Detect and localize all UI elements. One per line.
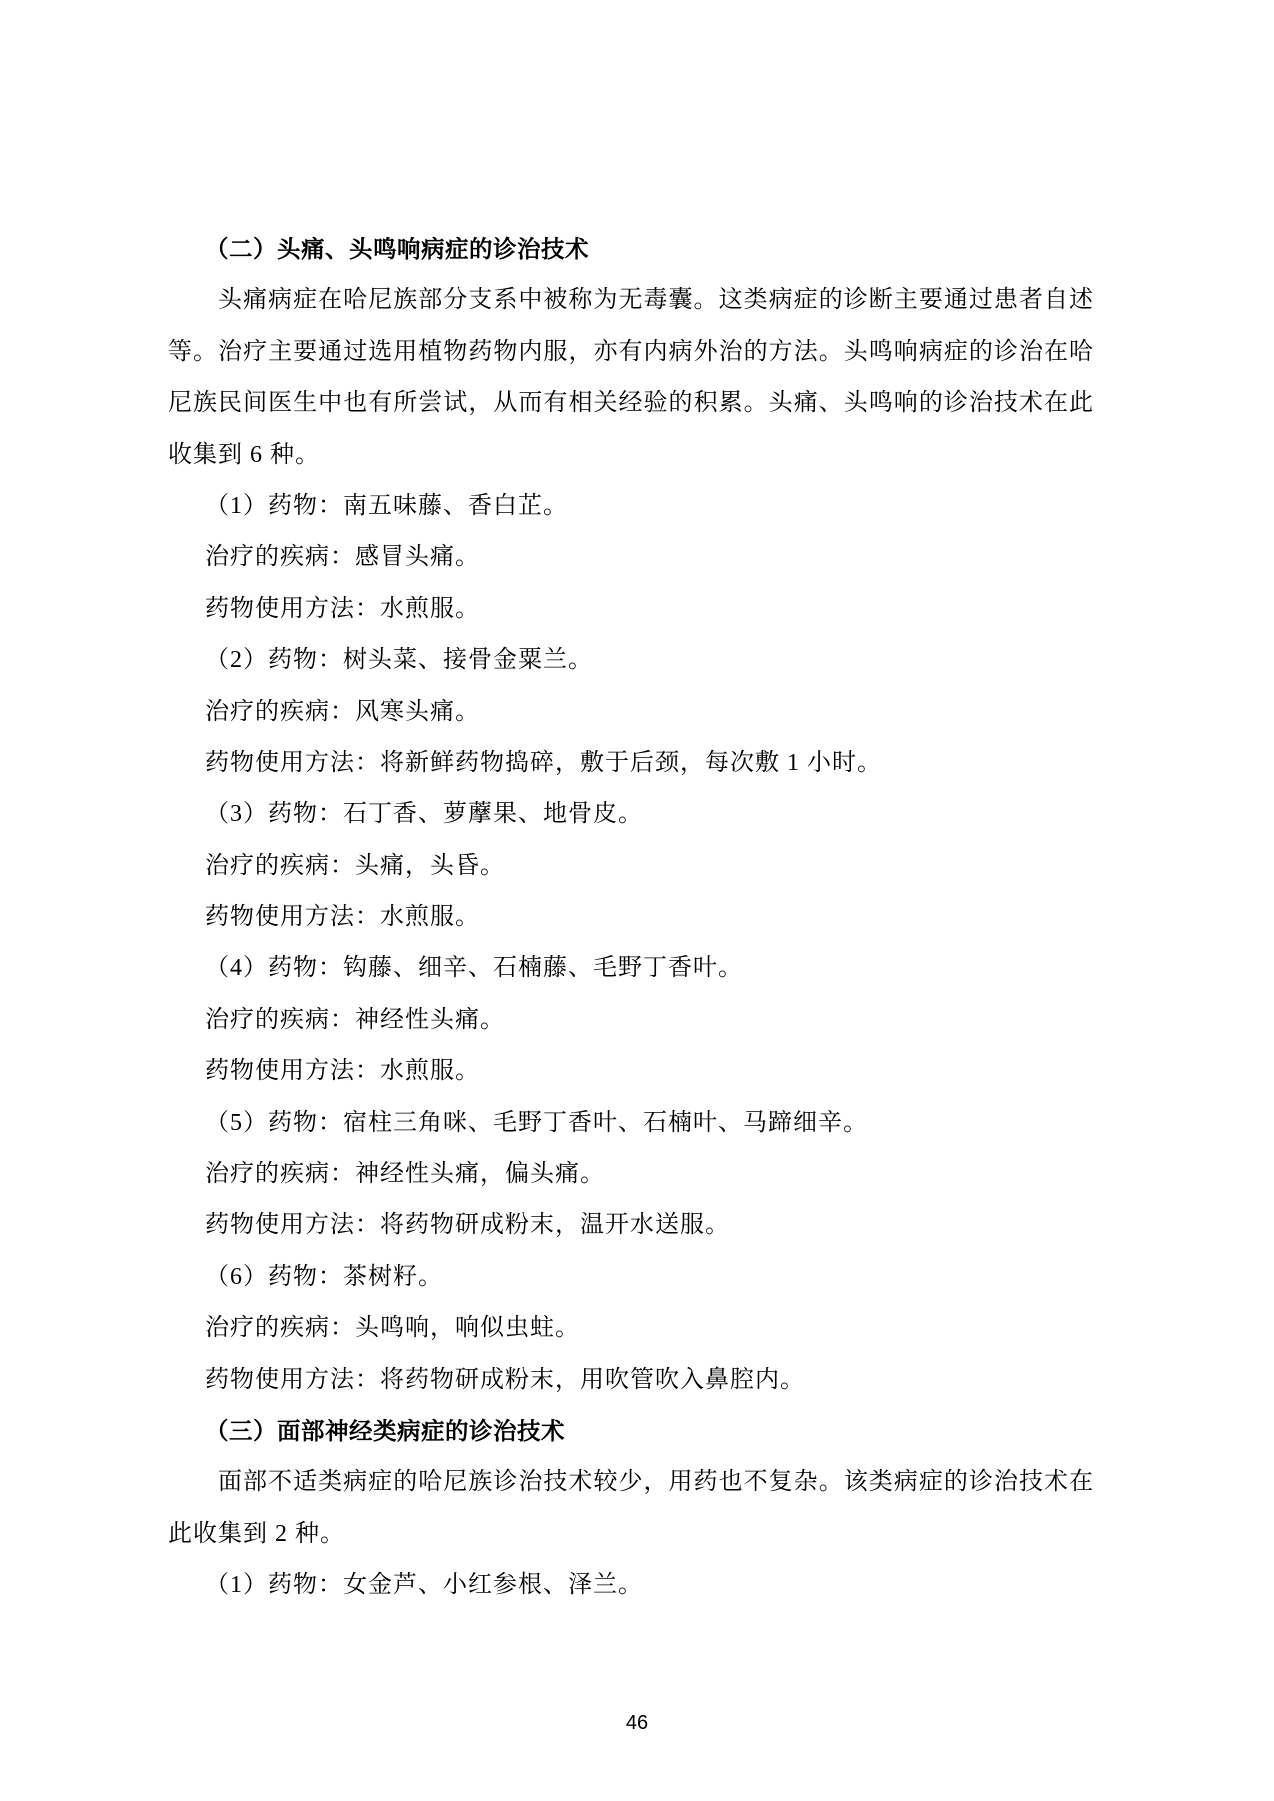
text-line: 药物使用方法：将药物研成粉末，用吹管吹入鼻腔内。 — [205, 1366, 805, 1393]
text-line: 治疗的疾病：神经性头痛，偏头痛。 — [205, 1161, 605, 1188]
text-line: 药物使用方法：水煎服。 — [205, 1058, 480, 1085]
text-line: （2）药物：树头菜、接骨金粟兰。 — [205, 647, 593, 674]
text-line: 药物使用方法：水煎服。 — [205, 595, 480, 622]
text-line: 尼族民间医生中也有所尝试，从而有相关经验的积累。头痛、头鸣响的诊治技术在此 — [168, 390, 1094, 417]
text-line: 治疗的疾病：神经性头痛。 — [205, 1006, 505, 1033]
text-line: （5）药物：宿柱三角咪、毛野丁香叶、石楠叶、马蹄细辛。 — [205, 1109, 868, 1136]
text-line: （1）药物：女金芦、小红参根、泽兰。 — [205, 1572, 643, 1599]
text-line: （1）药物：南五味藤、香白芷。 — [205, 492, 568, 519]
text-line: 药物使用方法：将新鲜药物捣碎，敷于后颈，每次敷 1 小时。 — [205, 749, 882, 776]
text-line: 治疗的疾病：头鸣响，响似虫蛀。 — [205, 1315, 580, 1342]
text-line: 治疗的疾病：风寒头痛。 — [205, 698, 480, 725]
section-heading: （二）头痛、头鸣响病症的诊治技术 — [205, 236, 589, 262]
text-line: 此收集到 2 种。 — [168, 1520, 345, 1547]
text-line: 头痛病症在哈尼族部分支系中被称为无毒囊。这类病症的诊断主要通过患者自述 — [218, 287, 1094, 314]
page-number: 46 — [625, 1712, 649, 1734]
text-line: 药物使用方法：水煎服。 — [205, 904, 480, 931]
text-line: 治疗的疾病：感冒头痛。 — [205, 544, 480, 571]
text-line: （4）药物：钩藤、细辛、石楠藤、毛野丁香叶。 — [205, 955, 743, 982]
text-line: 等。治疗主要通过选用植物药物内服，亦有内病外治的方法。头鸣响病症的诊治在哈 — [168, 338, 1094, 365]
section-heading: （三）面部神经类病症的诊治技术 — [205, 1417, 565, 1444]
text-line: 收集到 6 种。 — [168, 441, 320, 468]
text-line: （6）药物：茶树籽。 — [205, 1263, 443, 1290]
text-line: 治疗的疾病：头痛，头昏。 — [205, 852, 505, 879]
text-line: 药物使用方法：将药物研成粉末，温开水送服。 — [205, 1212, 730, 1239]
text-line: （3）药物：石丁香、萝藦果、地骨皮。 — [205, 801, 643, 828]
text-line: 面部不适类病症的哈尼族诊治技术较少，用药也不复杂。该类病症的诊治技术在 — [218, 1469, 1094, 1496]
text-lines — [168, 224, 1094, 1612]
